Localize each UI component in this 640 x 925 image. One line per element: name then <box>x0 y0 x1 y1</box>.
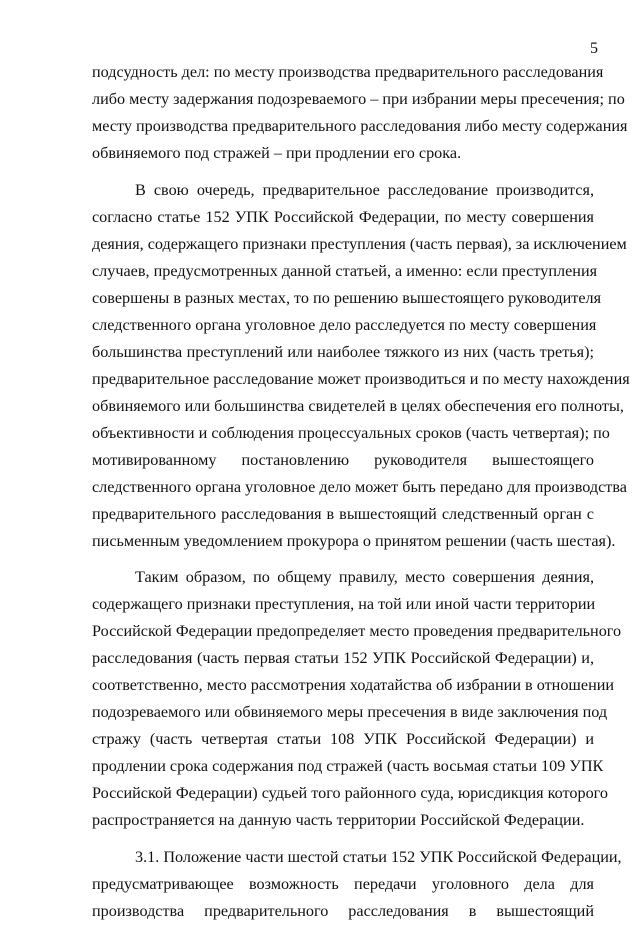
text-line: стражу (часть четвертая статьи 108 УПК Российской Федерации) и <box>92 730 594 748</box>
text-line: большинства преступлений или наиболее тяжкого из них (часть третья); <box>92 342 594 361</box>
text-line: соответственно, место рассмотрения ходатайства об избрании в отношении <box>92 676 615 694</box>
text-line: либо месту задержания подозреваемого – при избрании меры пресечения; по <box>92 90 625 108</box>
text-line: Российской Федерации) судьей того районного суда, юрисдикция которого <box>92 784 608 802</box>
paragraph-2 <box>92 177 630 555</box>
paragraph-4 <box>92 844 622 925</box>
text-line: мотивированному постановлению руководителя вышестоящего <box>92 450 594 469</box>
document-body <box>92 59 630 925</box>
text-line: деяния, содержащего признаки преступления (часть первая), за исключением <box>92 234 627 253</box>
text-line: производства предварительного расследования в вышестоящий <box>92 901 594 920</box>
text-line: 3.1. Положение части шестой статьи 152 УПК Российской Федерации, <box>135 847 622 866</box>
text-line: согласно статье 152 УПК Российской Федерации, по месту совершения <box>92 207 594 226</box>
text-line: письменным уведомлением прокурора о принятом решении (часть шестая). <box>92 531 616 550</box>
text-line: совершены в разных местах, то по решению вышестоящего руководителя <box>92 288 602 307</box>
text-line: предусматривающее возможность передачи уголовного дела для <box>92 874 594 893</box>
text-line: Таким образом, по общему правилу, место совершения деяния, <box>135 568 594 586</box>
text-line: содержащего признаки преступления, на той или иной части территории <box>92 595 596 613</box>
text-line: распространяется на данную часть территории Российской Федерации. <box>92 811 585 829</box>
text-line: предварительное расследование может производиться и по месту нахождения <box>92 369 630 388</box>
text-line: обвиняемого или большинства свидетелей в целях обеспечения его полноты, <box>92 396 624 415</box>
text-line: объективности и соблюдения процессуальных сроков (часть четвертая); по <box>92 423 610 442</box>
text-line: следственного органа уголовное дело расследуется по месту совершения <box>92 315 597 334</box>
text-line: подозреваемого или обвиняемого меры пресечения в виде заключения под <box>92 703 608 721</box>
text-line: Российской Федерации предопределяет место проведения предварительного <box>92 622 622 640</box>
text-line: продлении срока содержания под стражей (часть восьмая статьи 109 УПК <box>92 757 604 775</box>
text-line: расследования (часть первая статьи 152 УПК Российской Федерации) и, <box>92 649 594 667</box>
text-line: обвиняемого под стражей – при продлении его срока. <box>92 144 462 162</box>
paragraph-1 <box>92 59 628 167</box>
text-line: предварительного расследования в вышестоящий следственный орган с <box>92 504 594 523</box>
text-line: месту производства предварительного расследования либо месту содержания <box>92 117 628 135</box>
text-line: подсудность дел: по месту производства предварительного расследования <box>92 63 604 81</box>
text-line: В свою очередь, предварительное расследование производится, <box>135 180 594 199</box>
text-line: следственного органа уголовное дело может быть передано для производства <box>92 477 627 496</box>
page-number: 5 <box>590 40 598 57</box>
paragraph-3 <box>92 564 622 834</box>
text-line: случаев, предусмотренных данной статьей, а именно: если преступления <box>92 261 598 280</box>
